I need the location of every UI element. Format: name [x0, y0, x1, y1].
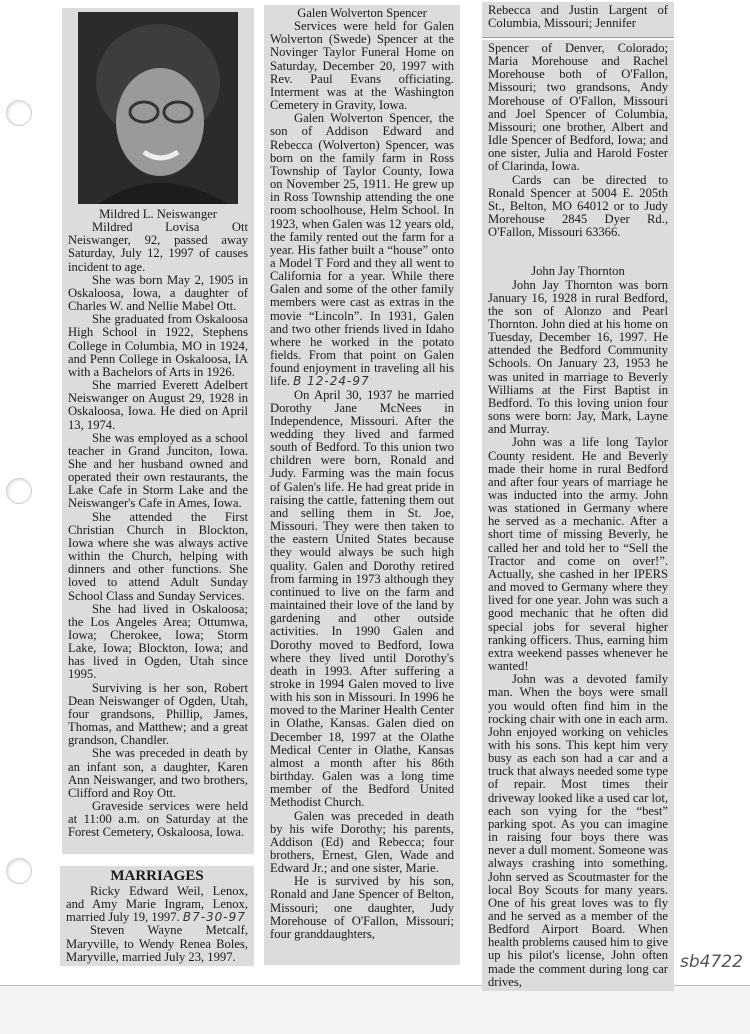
- obituary-paragraph: John Jay Thornton was born January 16, 1928 in rural Bedford, the son of Alonzo and Pearl Thornton. John died at his home on Tuesday, December 16, 1997. He attended the Bedford Community Schools. On January 23, 1953 he was united in marriage to Beverly Williams at the First Baptist in Bedford. To this loving union four sons were born: Jay, Mark, Layne and Murray.: [488, 277, 668, 437]
- marriage-entry-text: Ricky Edward Weil, Lenox, and Amy Marie Ingram, Lenox, married July 19, 1997.: [66, 884, 248, 925]
- obituary-paragraph: He is survived by his son, Ronald and Jane Spencer of Belton, Missouri; one daughter, Judy Morehouse of O'Fallon, Missouri; four granddaughters,: [270, 874, 454, 941]
- binder-hole: [6, 100, 32, 126]
- obituary-paragraph: On April 30, 1937 he married Dorothy Jane McNees in Independence, Missouri. After the wedding they lived and farmed south of Bedford. To this union two children were born, Ronald and Judy. Farming was the main focus of Galen's life. He had great pride in raising the cattle, fattening them out and selling them in St. Joe, Missouri. They were then taken to the eastern United States because they would always be such high quality. Galen and Dorothy retired from farming in 1973 although they continued to live on the farm and maintained their love of the land by gardening and other outside activities. In 1990 Galen and Dorothy moved to Bedford, Iowa where they lived until Dorothy's death in 1993. After suffering a stroke in 1994 Galen moved to live with his son in Missouri. In 1996 he moved to the Mariner Health Center in Olathe, Kansas. Galen died on December 18, 1997 at the Olathe Medical Center in Olathe, Kansas almost a month after his 86th birthday. Galen was a long time member of the Bedford United Methodist Church.: [270, 387, 454, 810]
- obituary-paragraph: She attended the First Christian Church in Blockton, Iowa where she was always active within the Church, helping with dinners and other functions. She loved to attend Adult Sunday School Class and Sunday Services.: [68, 509, 248, 603]
- obituary-paragraph: She was preceded in death by an infant son, a daughter, Karen Ann Neiswanger, and two brothers, Clifford and Roy Ott.: [68, 746, 248, 800]
- obituary-paragraph: [270, 112, 454, 388]
- obituary-paragraph: Services were held for Galen Wolverton (Swede) Spencer at the Novinger Taylor Funeral Home on Saturday, December 20, 1997 with Rev. Paul Evans officiating. Interment was at the Washington Cemetery in Gravity, Iowa.: [270, 19, 454, 113]
- obituary-paragraph: She married Everett Adelbert Neiswanger on August 29, 1928 in Oskaloosa, Iowa. He died on April 13, 1974.: [68, 378, 248, 432]
- handwritten-archive-id: sb4722: [680, 952, 743, 972]
- marriage-entry: Steven Wayne Metcalf, Maryville, to Wendy Renea Boles, Maryville, married July 23, 1997.: [66, 923, 248, 964]
- clipping-spencer-continued-top: [482, 2, 674, 38]
- page-bottom-edge: [0, 985, 750, 1034]
- obituary-paragraph: She was employed as a school teacher in Grand Junciton, Iowa. She and her husband owned and operated their own restaurants, the Lake Cafe in Storm Lake and the Neiswanger's Cafe in Ames, Iowa.: [68, 430, 248, 511]
- obituary-paragraph: Rebecca and Justin Largent of Columbia, Missouri; Jennifer: [488, 3, 668, 31]
- clipping-spencer-thornton: [482, 40, 674, 991]
- obituary-paragraph: Cards can be directed to Ronald Spencer at 5004 E. 205th St., Belton, MO 64012 or to Judy Morehouse 2845 Dyer Rd., O'Fallon, Missouri 63366.: [488, 172, 668, 240]
- clipping-marriages: [60, 866, 254, 966]
- handwritten-date: B 12-24-97: [293, 374, 370, 389]
- marriage-entry: [66, 885, 248, 924]
- paragraph-text: Galen Wolverton Spencer, the son of Addison Edward and Rebecca (Wolverton) Spencer, was born on the family farm in Ross Township of Taylor County, Iowa on November 25, 1911. He grew up in Ross Township attending the one room schoolhouse, Helm School. In 1923, when Galen was 12 years old, the family rented out the farm for a year. His father built a “house” onto a Model T Ford and they all went to California for a year. While there Galen and some of the other family members were cast as extras in the movie “Lincoln”. In 1931, Galen and two other friends lived in Idaho where he worked in the potato fields. From that point on Galen found enjoyment in traveling all his life.: [270, 111, 454, 389]
- handwritten-date: B7-30-97: [182, 910, 246, 925]
- portrait-photo: [78, 12, 238, 204]
- obituary-heading: John Jay Thornton: [531, 264, 625, 279]
- clipping-spencer: [264, 5, 460, 965]
- binder-hole: [6, 478, 32, 504]
- marriages-heading: MARRIAGES: [110, 868, 204, 884]
- obituary-paragraph: John was a devoted family man. When the boys were small you would often find him in the rocking chair with one in each arm. John enjoyed working on vehicles with his sons. This kept him very busy as each son had a car and a truck that always needed some type of repair. Most times their driveway looked like a used car lot, each son vying for the “best” parking spot. As you can imagine in raising four boys there was never a dull moment. Someone was always crashing into something. John served as Scoutmaster for the local Boy Scouts for many years. One of his great loves was to fly and he served as a member of the Bedford Airport Board. When health problems caused him to give up his pilot's license, John often made the comment during long car drives,: [488, 672, 668, 989]
- obituary-heading: Mildred L. Neiswanger: [99, 207, 217, 221]
- obituary-paragraph: Surviving is her son, Robert Dean Neiswanger of Ogden, Utah, four grandsons, Phillip, James, Thomas, and Matthew; and a great grandson, Chandler.: [68, 680, 248, 748]
- obituary-paragraph: John was a life long Taylor County resident. He and Beverly made their home in rural Bedford and after four years of marriage he was inducted into the army. John was stationed in Germany where he served as a mechanic. After a short time of missing Beverly, he called her and told her to “Sell the Tractor and come on over!”. Actually, she cashed in her IPERS and moved to Germany where they lived for one year. John was such a good mechanic that he often did special jobs for several higher ranking officers. Thus, earning him extra weekend passes whenever he wanted!: [488, 435, 668, 674]
- obituary-paragraph: She was born May 2, 1905 in Oskaloosa, Iowa, a daughter of Charles W. and Nellie Mabel Ott.: [68, 272, 248, 314]
- obituary-paragraph: Galen was preceded in death by his wife Dorothy; his parents, Addison (Ed) and Rebecca; four brothers, Ernest, Glen, Wade and Edward Jr.; and one sister, Marie.: [270, 808, 454, 876]
- obituary-paragraph: Spencer of Denver, Colorado; Maria Morehouse and Rachel Morehouse both of O'Fallon, Missouri; two grandsons, Andy Morehouse of O'Fallon, Missouri and Joel Spencer of Columbia, Missouri; one brother, Albert and Idle Spencer of Bedford, Iowa; and one sister, Julia and Harold Foster of Clarinda, Iowa.: [488, 41, 668, 174]
- obituary-heading: Galen Wolverton Spencer: [297, 6, 427, 20]
- obituary-paragraph: She graduated from Oskaloosa High School in 1922, Stephens College in Columbia, MO in 1924, and Penn College in Oskaloosa, IA with a Bachelors of Arts in 1926.: [68, 312, 248, 379]
- obituary-paragraph: Graveside services were held at 11:00 a.m. on Saturday at the Forest Cemetery, Oskaloosa, Iowa.: [68, 799, 248, 840]
- binder-hole: [6, 858, 32, 884]
- obituary-paragraph: She had lived in Oskaloosa; the Los Angeles Area; Ottumwa, Iowa; Cherokee, Iowa; Storm Lake, Iowa; Blockton, Iowa; and has lived in Ogden, Utah since 1995.: [68, 601, 248, 682]
- obituary-paragraph: Mildred Lovisa Ott Neiswanger, 92, passed away Saturday, July 12, 1997 of causes incident to age.: [68, 220, 248, 274]
